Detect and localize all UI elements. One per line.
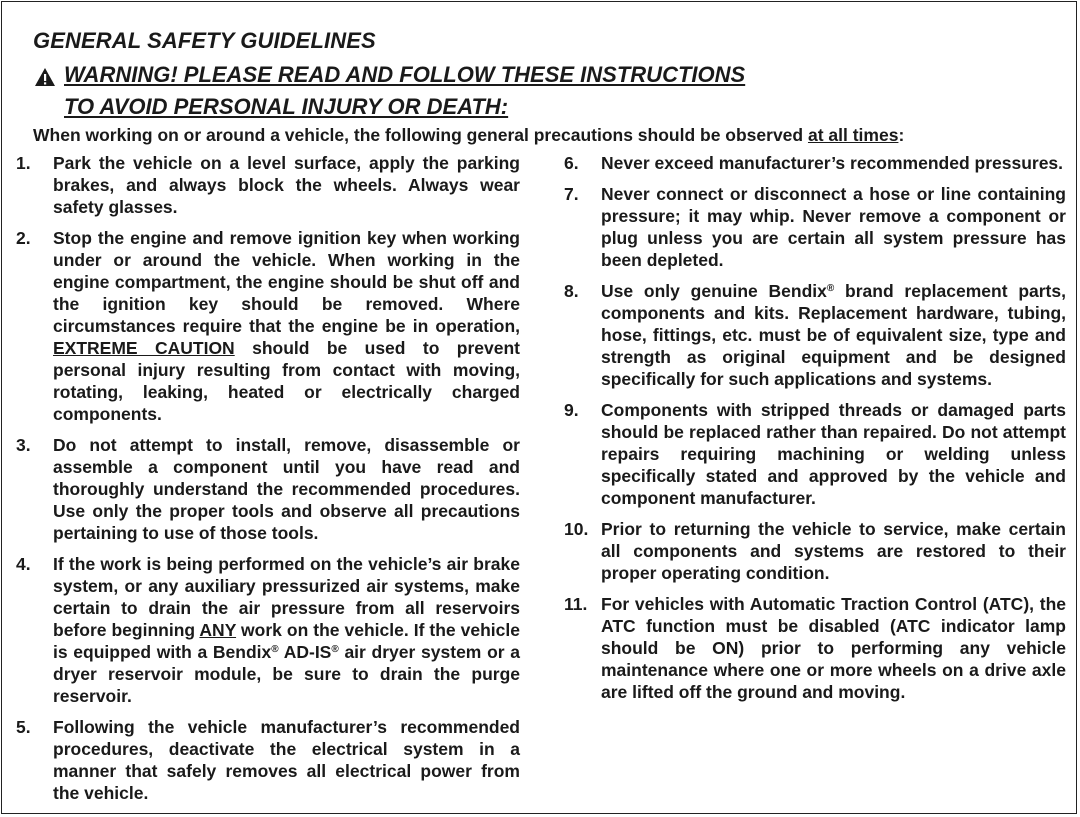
item-number: 8. (564, 281, 579, 301)
intro-text (33, 125, 904, 146)
guideline-item-3 (16, 434, 520, 544)
guideline-item-6 (564, 152, 1066, 174)
item-text: Do not attempt to install, remove, disassemble or assemble a component until you have read and thoroughly understand the recommended procedures. Use only the proper tools and observe all precautions pertaining to use of those tools. (53, 435, 520, 543)
safety-guidelines-panel (1, 1, 1077, 814)
registered-mark: ® (271, 644, 279, 655)
right-guideline-list (564, 152, 1066, 712)
item-number: 1. (16, 153, 31, 173)
left-guideline-list (16, 152, 520, 813)
item-number: 2. (16, 228, 31, 248)
item-text: If the work is being performed on the vehicle’s air brake system, or any auxiliary pressurized air systems, make certain to drain the air pressure from all reservoirs before beginning ANY work on the vehicle. If the vehicle is equipped with a Bendix® AD-IS® air dryer system or a dryer reservoir module, be sure to drain the purge reservoir. (53, 554, 521, 706)
extreme-caution-emphasis: EXTREME CAUTION (53, 338, 235, 358)
item-number: 3. (16, 435, 31, 455)
item-text: Park the vehicle on a level surface, apply the parking brakes, and always block the wheels. Always wear safety glasses. (53, 153, 520, 217)
item-text: Components with stripped threads or damaged parts should be replaced rather than repaired. Do not attempt repairs requiring machining or welding unless specifically stated and approved by the vehicle and component manufacturer. (601, 400, 1066, 508)
intro-lead: When working on or around a vehicle, the following general precautions should be observed (33, 125, 808, 145)
item-text: Prior to returning the vehicle to service, make certain all components and systems are restored to their proper operating condition. (601, 519, 1066, 583)
any-emphasis: ANY (199, 620, 237, 640)
guideline-item-7 (564, 183, 1066, 271)
warning-triangle-icon (34, 67, 56, 87)
item-number: 11. (564, 594, 588, 614)
warning-line-2: TO AVOID PERSONAL INJURY OR DEATH: (64, 94, 509, 119)
guideline-item-4 (16, 553, 520, 707)
item-number: 5. (16, 717, 31, 737)
guideline-item-8 (564, 280, 1066, 390)
item-text: Never connect or disconnect a hose or line containing pressure; it may whip. Never remove a component or plug unless you are certain all system pressure has been depleted. (601, 184, 1066, 270)
intro-emphasis: at all times (807, 125, 899, 145)
item-number: 7. (564, 184, 579, 204)
page-title: GENERAL SAFETY GUIDELINES (33, 28, 376, 53)
item-number: 9. (564, 400, 579, 420)
item-text: Never exceed manufacturer’s recommended pressures. (601, 153, 1064, 173)
item-text: Use only genuine Bendix® brand replacement parts, components and kits. Replacement hardware, tubing, hose, fittings, etc. must be of equivalent size, type and strength as original equipment and be designed specifically for such applications and systems. (601, 281, 1066, 389)
item-number: 4. (16, 554, 31, 574)
guideline-item-9 (564, 399, 1066, 509)
item-number: 10. (564, 519, 589, 539)
warning-line-1: WARNING! PLEASE READ AND FOLLOW THESE INSTRUCTIONS (64, 62, 746, 87)
item-number: 6. (564, 153, 579, 173)
guideline-item-10 (564, 518, 1066, 584)
registered-mark: ® (331, 644, 339, 655)
intro-end: : (898, 125, 905, 145)
guideline-item-5 (16, 716, 520, 804)
guideline-item-2 (16, 227, 520, 425)
item-text: Following the vehicle manufacturer’s recommended procedures, deactivate the electrical system in a manner that safely removes all electrical power from the vehicle. (53, 717, 520, 803)
guideline-item-1 (16, 152, 520, 218)
item-text: Stop the engine and remove ignition key when working under or around the vehicle. When working in the engine compartment, the engine should be shut off and the ignition key should be removed. Where circumstances require that the engine be in operation, EXTREME CAUTION should be used to prevent personal injury resulting from contact with moving, rotating, leaking, heated or electrically charged components. (53, 228, 520, 424)
item-text: For vehicles with Automatic Traction Control (ATC), the ATC function must be disabled (ATC indicator lamp should be ON) prior to performing any vehicle maintenance where one or more wheels on a drive axle are lifted off the ground and moving. (601, 594, 1066, 702)
guideline-item-11 (564, 593, 1066, 703)
registered-mark: ® (826, 283, 835, 294)
